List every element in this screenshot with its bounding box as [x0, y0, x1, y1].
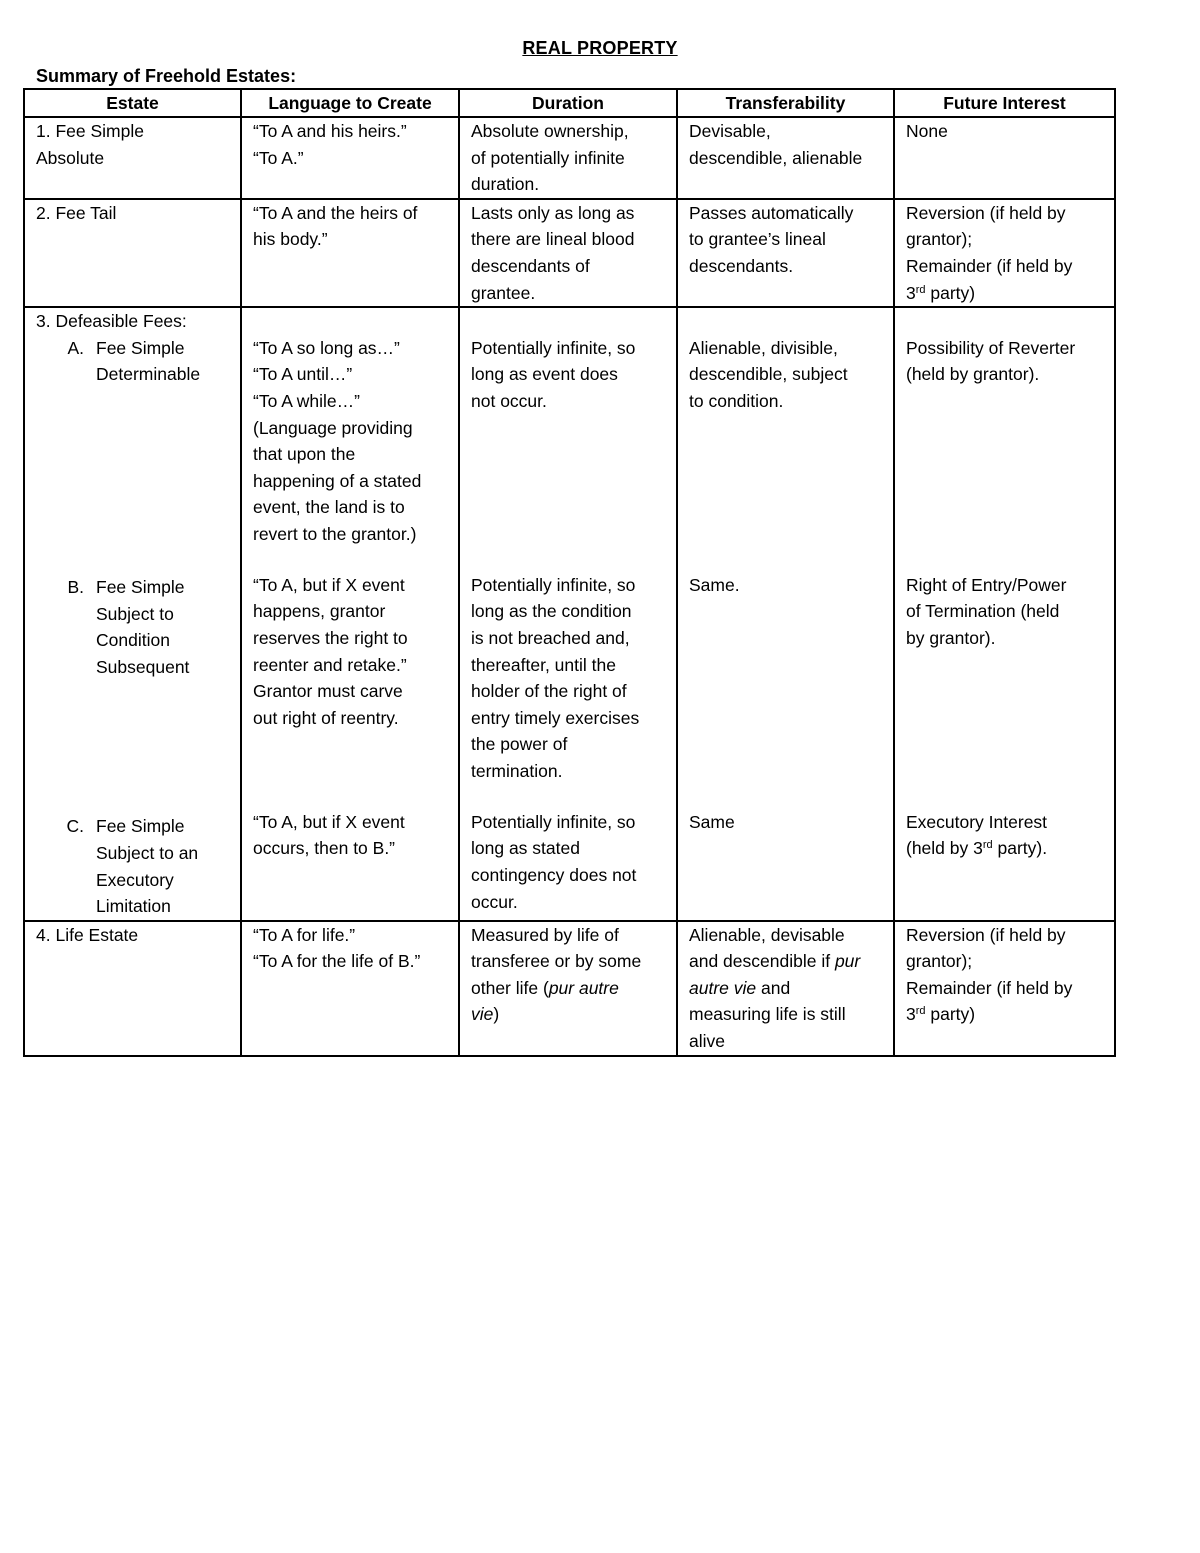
- cell-text: descendible, subject: [689, 364, 848, 385]
- cell-text: Absolute: [36, 147, 105, 168]
- cell-text: Passes automatically: [689, 202, 854, 223]
- cell-estate: [24, 117, 241, 199]
- cell-text: Alienable, devisable: [689, 924, 845, 945]
- cell-text: Executory Interest: [906, 811, 1048, 832]
- cell-text: out right of reentry.: [253, 707, 399, 728]
- ordinal-number: 3: [906, 1004, 916, 1025]
- cell-text: [689, 975, 887, 1002]
- cell-text: “To A until…”: [253, 364, 353, 385]
- cell-text: “To A for life.”: [253, 924, 356, 945]
- cell-text: Fee Simple: [96, 337, 185, 358]
- cell-text: Alienable, divisible,: [689, 337, 838, 358]
- cell-text: Executory: [96, 869, 174, 890]
- italic-text: vie: [471, 1004, 494, 1025]
- cell-transferability: [677, 921, 894, 1056]
- future-interest-a: [906, 335, 1108, 572]
- list-marker: B.: [67, 576, 84, 597]
- cell-text: “To A, but if X event: [253, 811, 405, 832]
- cell-text: Condition: [96, 630, 170, 651]
- cell-text: to condition.: [689, 390, 784, 411]
- cell-text: Remainder (if held by: [906, 977, 1073, 998]
- cell-language: [241, 921, 459, 1056]
- cell-text: Remainder (if held by: [906, 255, 1073, 276]
- cell-text: and: [756, 977, 791, 998]
- cell-text: Subsequent: [96, 656, 190, 677]
- italic-text: pur: [834, 951, 861, 972]
- cell-duration: [459, 199, 677, 307]
- transferability-b: [689, 572, 887, 809]
- cell-text: Devisable,: [689, 121, 771, 141]
- cell-language: [241, 199, 459, 307]
- column-header-language: Language to Create: [241, 89, 459, 117]
- cell-text: ): [493, 1004, 500, 1025]
- cell-text: grantor);: [906, 951, 973, 972]
- spacer: [689, 308, 887, 335]
- cell-text: of Termination (held: [906, 601, 1060, 622]
- column-header-future-interest: Future Interest: [894, 89, 1115, 117]
- cell-text: party).: [992, 838, 1048, 859]
- ordinal-suffix: rd: [982, 839, 993, 852]
- cell-estate: [24, 307, 241, 921]
- ordinal-suffix: rd: [915, 1005, 926, 1018]
- cell-text: Potentially infinite, so: [471, 811, 636, 832]
- cell-text: “To A so long as…”: [253, 337, 400, 358]
- sub-estate-name: [96, 813, 234, 919]
- cell-future-interest: [894, 307, 1115, 921]
- cell-text: Reversion (if held by: [906, 924, 1066, 945]
- cell-estate: [24, 921, 241, 1056]
- cell-text: “To A while…”: [253, 390, 360, 411]
- cell-text: of potentially infinite: [471, 147, 625, 168]
- cell-text: (held by grantor).: [906, 364, 1040, 385]
- cell-text: to grantee’s lineal: [689, 229, 826, 250]
- cell-text: Measured by life of: [471, 924, 619, 945]
- list-marker: C.: [66, 816, 84, 837]
- transferability-c: [689, 809, 887, 836]
- cell-text: happening of a stated: [253, 470, 422, 491]
- cell-text: [906, 1001, 1108, 1028]
- cell-text: [906, 280, 1108, 307]
- cell-text: his body.”: [253, 229, 328, 250]
- table-row-life-estate: [24, 921, 1115, 1056]
- cell-text: grantee.: [471, 282, 536, 303]
- cell-text: holder of the right of: [471, 681, 627, 702]
- cell-text: there are lineal blood: [471, 229, 635, 250]
- cell-transferability: [677, 199, 894, 307]
- freehold-estates-table: [23, 88, 1116, 1057]
- cell-text: is not breached and,: [471, 627, 630, 648]
- language-c: [253, 809, 452, 862]
- cell-text: contingency does not: [471, 864, 637, 885]
- column-header-estate: Estate: [24, 89, 241, 117]
- cell-text: [471, 1001, 670, 1028]
- table-header-row: [24, 89, 1115, 117]
- cell-text: None: [906, 121, 948, 141]
- future-interest-b: [906, 572, 1108, 809]
- cell-text: Fee Simple: [96, 576, 185, 597]
- spacer: [36, 388, 234, 574]
- sub-estate-a: [36, 335, 234, 388]
- cell-text: Same: [689, 811, 735, 832]
- cell-text: Same.: [689, 574, 740, 595]
- cell-text: long as the condition: [471, 601, 632, 622]
- cell-text: not occur.: [471, 390, 547, 411]
- cell-text: long as event does: [471, 364, 618, 385]
- italic-text: autre vie: [689, 977, 757, 998]
- italic-text: pur autre: [548, 977, 619, 998]
- cell-text: grantor);: [906, 229, 973, 250]
- cell-text: entry timely exercises: [471, 707, 640, 728]
- cell-text: long as stated: [471, 838, 580, 859]
- cell-text: reenter and retake.”: [253, 654, 407, 675]
- cell-text: (Language providing: [253, 417, 413, 438]
- column-header-duration: Duration: [459, 89, 677, 117]
- cell-text: that upon the: [253, 444, 356, 465]
- spacer: [36, 680, 234, 813]
- cell-text: party): [925, 1004, 976, 1025]
- cell-text: (held by 3: [906, 838, 983, 859]
- table-row-fee-simple-absolute: [24, 117, 1115, 199]
- duration-a: [471, 335, 670, 572]
- cell-estate: [24, 199, 241, 307]
- cell-text: party): [925, 282, 976, 303]
- cell-text: 4. Life Estate: [36, 924, 139, 945]
- cell-text: Subject to an: [96, 842, 199, 863]
- table-row-fee-tail: [24, 199, 1115, 307]
- cell-text: “To A.”: [253, 147, 304, 168]
- cell-transferability: [677, 117, 894, 199]
- cell-text: thereafter, until the: [471, 654, 616, 675]
- cell-text: occurs, then to B.”: [253, 838, 396, 859]
- cell-text: “To A for the life of B.”: [253, 951, 421, 972]
- cell-text: [689, 948, 887, 975]
- spacer: [471, 308, 670, 335]
- cell-text: [471, 975, 670, 1002]
- cell-future-interest: [894, 117, 1115, 199]
- cell-language: [241, 117, 459, 199]
- duration-b: [471, 572, 670, 809]
- cell-text: descendants of: [471, 255, 590, 276]
- ordinal-suffix: rd: [915, 283, 926, 296]
- column-header-transferability: Transferability: [677, 89, 894, 117]
- cell-text: the power of: [471, 734, 568, 755]
- language-b: [253, 572, 452, 809]
- future-interest-c: [906, 809, 1108, 862]
- sub-estate-b: [36, 574, 234, 680]
- cell-transferability: [677, 307, 894, 921]
- cell-text: [906, 835, 1108, 862]
- cell-text: event, the land is to: [253, 497, 405, 518]
- cell-text: descendants.: [689, 255, 794, 276]
- cell-duration: [459, 307, 677, 921]
- spacer: [253, 308, 452, 335]
- cell-text: Reversion (if held by: [906, 202, 1066, 223]
- cell-future-interest: [894, 921, 1115, 1056]
- cell-text: “To A and the heirs of: [253, 202, 418, 223]
- cell-text: happens, grantor: [253, 601, 386, 622]
- cell-text: reserves the right to: [253, 627, 408, 648]
- cell-text: Potentially infinite, so: [471, 574, 636, 595]
- cell-text: Fee Simple: [96, 816, 185, 837]
- cell-future-interest: [894, 199, 1115, 307]
- cell-text: revert to the grantor.): [253, 523, 417, 544]
- cell-text: “To A and his heirs.”: [253, 121, 407, 141]
- sub-estate-c: [36, 813, 234, 919]
- sub-estate-name: [96, 574, 234, 680]
- cell-text: Subject to: [96, 603, 174, 624]
- section-heading: 3. Defeasible Fees:: [36, 311, 187, 332]
- cell-text: and descendible if: [689, 951, 835, 972]
- cell-language: [241, 307, 459, 921]
- cell-text: “To A, but if X event: [253, 574, 405, 595]
- cell-text: measuring life is still: [689, 1004, 846, 1025]
- language-a: [253, 335, 452, 572]
- cell-text: termination.: [471, 760, 563, 781]
- cell-text: Possibility of Reverter: [906, 337, 1076, 358]
- table-caption: Summary of Freehold Estates:: [36, 66, 297, 86]
- cell-text: Potentially infinite, so: [471, 337, 636, 358]
- cell-duration: [459, 117, 677, 199]
- cell-text: alive: [689, 1031, 725, 1052]
- cell-text: 1. Fee Simple: [36, 121, 144, 141]
- cell-text: duration.: [471, 174, 540, 195]
- cell-text: Lasts only as long as: [471, 202, 635, 223]
- duration-c: [471, 809, 670, 915]
- cell-text: Limitation: [96, 896, 171, 917]
- cell-text: Absolute ownership,: [471, 121, 629, 141]
- list-marker: A.: [67, 337, 84, 358]
- ordinal-number: 3: [906, 282, 916, 303]
- cell-text: occur.: [471, 891, 518, 912]
- cell-text: Determinable: [96, 364, 201, 385]
- spacer: [906, 308, 1108, 335]
- cell-duration: [459, 921, 677, 1056]
- cell-text: Grantor must carve: [253, 681, 403, 702]
- transferability-a: [689, 335, 887, 572]
- page-title: REAL PROPERTY: [522, 38, 678, 58]
- cell-text: Right of Entry/Power: [906, 574, 1067, 595]
- cell-text: by grantor).: [906, 627, 996, 648]
- cell-text: other life (: [471, 977, 549, 998]
- table-row-defeasible-fees: [24, 307, 1115, 921]
- cell-text: transferee or by some: [471, 951, 642, 972]
- cell-text: 2. Fee Tail: [36, 202, 117, 223]
- sub-estate-name: [96, 335, 234, 388]
- cell-text: descendible, alienable: [689, 147, 863, 168]
